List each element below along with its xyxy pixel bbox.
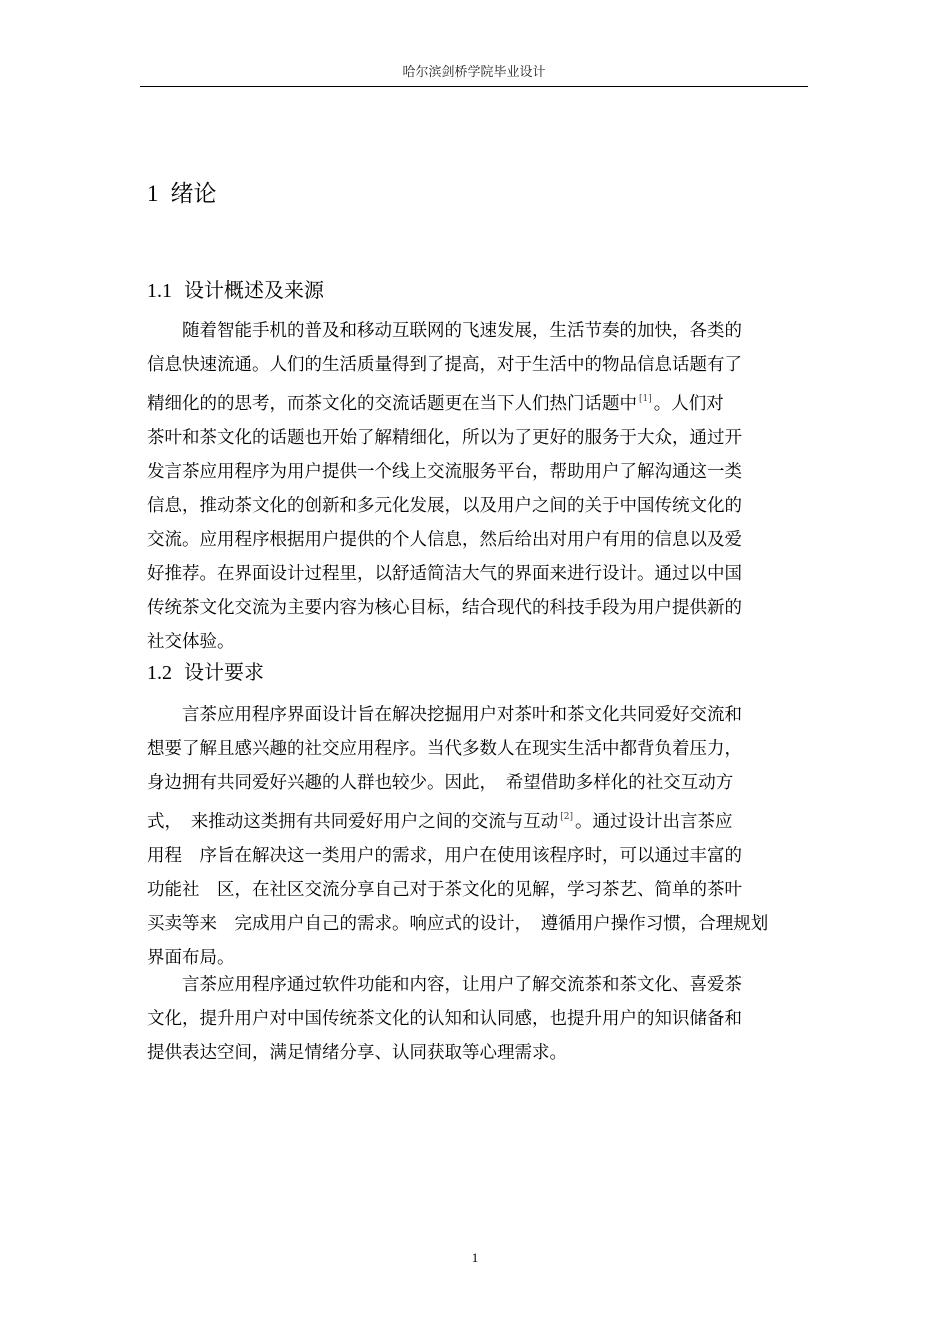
text-line: 文化，提升用户对中国传统茶文化的认知和认同感，也提升用户的知识储备和 — [147, 1009, 742, 1029]
text-fragment: 精细化的的思考，而茶文化的交流话题更在当下人们热门话题中 — [147, 394, 637, 414]
text-line: 传统茶文化交流为主要内容为核心目标，结合现代的科技手段为用户提供新的 — [147, 598, 742, 618]
section-number: 1.2 — [147, 662, 172, 684]
text-line: 社交体验。 — [147, 632, 235, 652]
text-fragment: 。人们对 — [653, 394, 724, 414]
page-header: 哈尔滨剑桥学院毕业设计 — [140, 64, 808, 87]
text-line — [147, 382, 809, 421]
section-number: 1.1 — [147, 280, 172, 302]
text-line: 交流。应用程序根据用户提供的个人信息，然后给出对用户有用的信息以及爱 — [147, 530, 742, 550]
section-title: 设计概述及来源 — [184, 278, 324, 302]
section-1-1-paragraph — [147, 314, 809, 659]
chapter-title: 绪论 — [170, 181, 217, 207]
text-line: 言茶应用程序通过软件功能和内容，让用户了解交流茶和茶文化、喜爱茶 — [147, 975, 742, 995]
page-number: 1 — [471, 1250, 479, 1265]
section-title: 设计要求 — [184, 660, 264, 684]
text-line: 身边拥有共同爱好兴趣的人群也较少。因此， 希望借助多样化的社交互动方 — [147, 773, 734, 793]
text-line: 界面布局。 — [147, 948, 235, 968]
text-line: 想要了解且感兴趣的社交应用程序。当代多数人在现实生活中都背负着压力， — [147, 739, 742, 759]
text-line: 信息，推动茶文化的创新和多元化发展，以及用户之间的关于中国传统文化的 — [147, 496, 742, 516]
text-line: 用程 序旨在解决这一类用户的需求，用户在使用该程序时，可以通过丰富的 — [147, 846, 742, 866]
text-line: 信息快速流通。人们的生活质量得到了提高，对于生活中的物品信息话题有了 — [147, 355, 742, 375]
section-1-2-paragraph-1 — [147, 698, 809, 975]
section-heading-1-1 — [147, 275, 324, 306]
text-line: 茶叶和茶文化的话题也开始了解精细化，所以为了更好的服务于大众，通过开 — [147, 428, 742, 448]
section-1-2-paragraph-2 — [147, 968, 809, 1070]
chapter-number: 1 — [147, 181, 159, 206]
text-fragment: 。通过设计出言茶应 — [575, 812, 733, 832]
text-line: 提供表达空间，满足情绪分享、认同获取等心理需求。 — [147, 1043, 567, 1063]
text-line: 言茶应用程序界面设计旨在解决挖掘用户对茶叶和茶文化共同爱好交流和 — [147, 705, 742, 725]
text-line: 买卖等来 完成用户自己的需求。响应式的设计， 遵循用户操作习惯，合理规划 — [147, 914, 769, 934]
text-line — [147, 800, 809, 839]
citation-ref: [1] — [639, 394, 652, 404]
text-line: 好推荐。在界面设计过程里，以舒适简洁大气的界面来进行设计。通过以中国 — [147, 564, 742, 584]
citation-ref: [2] — [560, 812, 573, 822]
section-heading-1-2 — [147, 657, 264, 688]
text-line: 功能社 区，在社区交流分享自己对于茶文化的见解，学习茶艺、简单的茶叶 — [147, 880, 742, 900]
text-line: 发言茶应用程序为用户提供一个线上交流服务平台，帮助用户了解沟通这一类 — [147, 462, 742, 482]
text-line: 随着智能手机的普及和移动互联网的飞速发展，生活节奏的加快，各类的 — [147, 321, 742, 341]
chapter-heading — [147, 178, 217, 210]
text-fragment: 式， 来推动这类拥有共同爱好用户之间的交流与互动 — [147, 812, 559, 832]
